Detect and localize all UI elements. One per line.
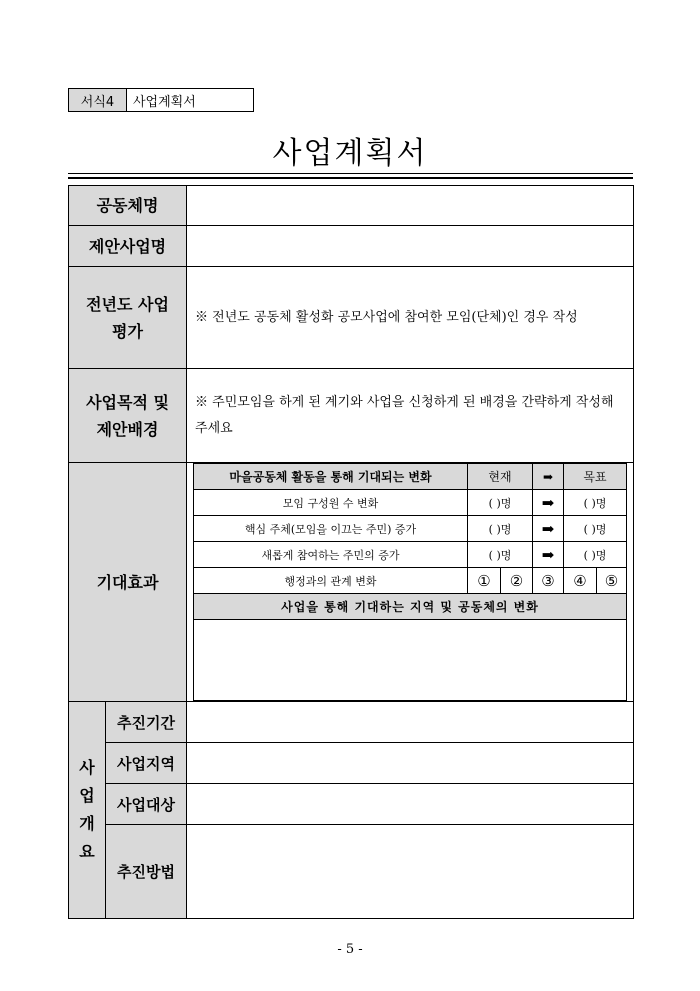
rating-option-3[interactable]: ③ — [533, 568, 564, 594]
purpose-label — [69, 369, 187, 463]
overview-label-char: 사 — [79, 758, 95, 777]
purpose-label-line1: 사업목적 및 — [86, 392, 169, 412]
period-label: 추진기간 — [106, 702, 187, 743]
form-tag — [68, 88, 254, 112]
title-rule-thick — [68, 177, 633, 179]
target-field[interactable] — [187, 784, 634, 825]
page-title: 사업계획서 — [272, 136, 428, 171]
purpose-label-line2: 제안배경 — [96, 419, 159, 439]
effect-item-label: 모임 구성원 수 변화 — [194, 490, 468, 516]
prev-year-eval-note: ※ 전년도 공동체 활성화 공모사업에 참여한 모임(단체)인 경우 작성 — [195, 309, 578, 325]
form-name: 사업계획서 — [133, 94, 196, 110]
effect-item-current[interactable]: ( )명 — [468, 490, 533, 516]
rating-option-4[interactable]: ④ — [564, 568, 597, 594]
overview-label-char: 개 — [79, 814, 95, 833]
purpose-field[interactable] — [187, 369, 634, 463]
effect-item-label: 핵심 주체(모임을 이끄는 주민) 증가 — [194, 516, 468, 542]
plan-table — [68, 185, 634, 919]
table-row — [194, 542, 627, 568]
rating-option-2[interactable]: ② — [501, 568, 533, 594]
effect-header-target: 목표 — [564, 464, 627, 490]
page-number: - 5 - — [337, 942, 363, 957]
expected-effect-cell — [187, 463, 634, 702]
effect-item-target[interactable]: ( )명 — [564, 542, 627, 568]
effect-item-label: 새롭게 참여하는 주민의 증가 — [194, 542, 468, 568]
method-label: 추진방법 — [106, 825, 187, 919]
prev-year-eval-label-line1: 전년도 사업 — [86, 294, 169, 314]
effect-table — [193, 463, 627, 701]
community-name-field[interactable] — [187, 186, 634, 226]
effect-item-current[interactable]: ( )명 — [468, 542, 533, 568]
effect-item-target[interactable]: ( )명 — [564, 490, 627, 516]
rating-option-5[interactable]: ⑤ — [597, 568, 627, 594]
period-field[interactable] — [187, 702, 634, 743]
title-rule — [68, 173, 633, 174]
effect-header-change: 마을공동체 활동을 통해 기대되는 변화 — [194, 464, 468, 490]
table-row — [194, 568, 627, 594]
project-name-label: 제안사업명 — [69, 226, 187, 267]
region-label: 사업지역 — [106, 743, 187, 784]
form-number: 서식4 — [69, 89, 127, 111]
arrow-icon: ➡ — [533, 490, 564, 516]
arrow-icon: ➡ — [533, 464, 564, 490]
prev-year-eval-label — [69, 267, 187, 369]
region-field[interactable] — [187, 743, 634, 784]
table-row — [194, 516, 627, 542]
effect-header-current: 현재 — [468, 464, 533, 490]
relation-label: 행정과의 관계 변화 — [194, 568, 468, 594]
method-field[interactable] — [187, 825, 634, 919]
regional-change-field[interactable] — [194, 620, 627, 701]
arrow-icon: ➡ — [533, 542, 564, 568]
project-name-field[interactable] — [187, 226, 634, 267]
overview-label-char: 요 — [79, 842, 95, 861]
effect-item-target[interactable]: ( )명 — [564, 516, 627, 542]
arrow-icon: ➡ — [533, 516, 564, 542]
overview-vertical-label — [69, 702, 106, 919]
expected-effect-label: 기대효과 — [69, 463, 187, 702]
table-row — [194, 490, 627, 516]
rating-option-1[interactable]: ① — [468, 568, 501, 594]
community-name-label: 공동체명 — [69, 186, 187, 226]
target-label: 사업대상 — [106, 784, 187, 825]
effect-item-current[interactable]: ( )명 — [468, 516, 533, 542]
prev-year-eval-label-line2: 평가 — [112, 321, 143, 341]
regional-change-header: 사업을 통해 기대하는 지역 및 공동체의 변화 — [194, 594, 627, 620]
overview-label-char: 업 — [79, 786, 95, 805]
purpose-note: ※ 주민모임을 하게 된 계기와 사업을 신청하게 된 배경을 간략하게 작성해 주세요 — [195, 394, 614, 436]
prev-year-eval-field[interactable] — [187, 267, 634, 369]
